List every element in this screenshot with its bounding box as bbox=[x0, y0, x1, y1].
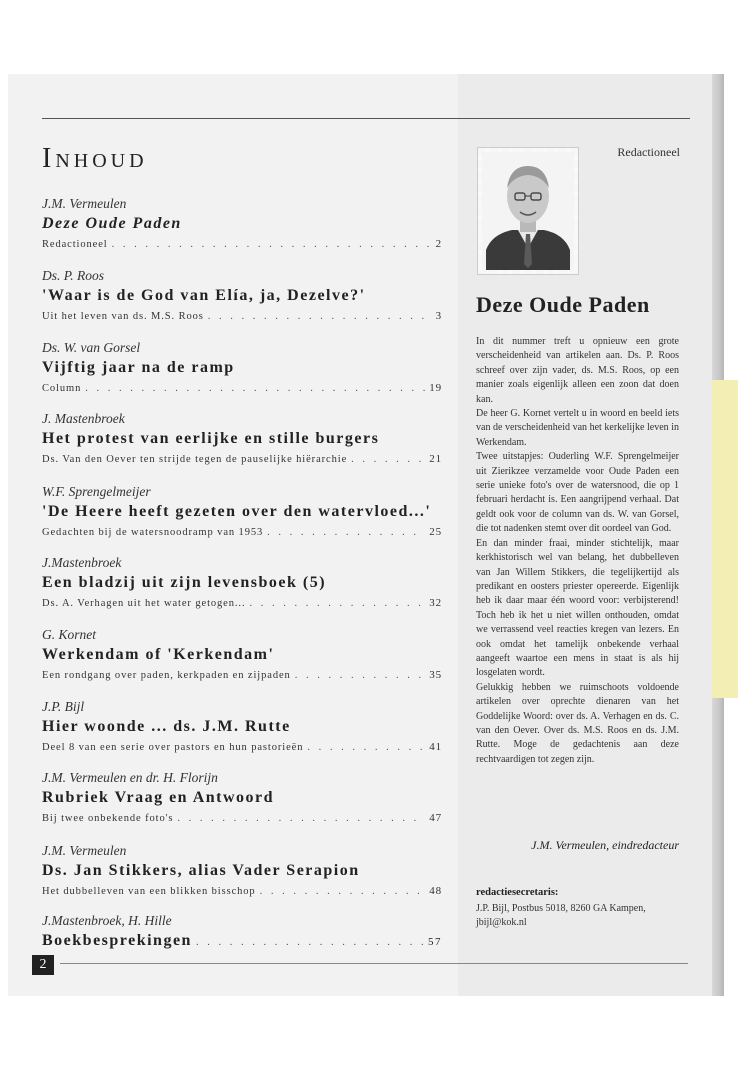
toc-entry[interactable] bbox=[42, 268, 442, 325]
dot-leader bbox=[249, 596, 425, 612]
toc-title: Deze Oude Paden bbox=[42, 215, 182, 232]
toc-subline bbox=[42, 451, 442, 468]
toc-entry[interactable] bbox=[42, 913, 442, 953]
toc-subline bbox=[42, 595, 442, 612]
portrait-image bbox=[482, 152, 574, 270]
dot-leader bbox=[307, 740, 425, 756]
toc-subtitle: Bij twee onbekende foto's bbox=[42, 813, 174, 824]
toc-subline bbox=[42, 667, 442, 684]
toc-page-number: 35 bbox=[429, 669, 442, 681]
toc-page-number: 3 bbox=[435, 310, 442, 322]
section-label: Redactioneel bbox=[617, 145, 680, 159]
toc-title: Een bladzij uit zijn levensboek (5) bbox=[42, 574, 327, 591]
toc-entry[interactable] bbox=[42, 196, 442, 253]
editorial-paragraph: De heer G. Kornet vertelt u in woord en beeld iets van de verscheidenheid van het kerkelijke leven in Werkendam. bbox=[476, 408, 679, 448]
toc-page-number: 41 bbox=[429, 741, 442, 753]
toc-page-number: 19 bbox=[429, 382, 442, 394]
toc-author: J.M. Vermeulen en dr. H. Florijn bbox=[42, 770, 218, 785]
toc-subtitle: Ds. A. Verhagen uit het water getogen... bbox=[42, 598, 246, 609]
editor-signature: J.M. Vermeulen, eindredacteur bbox=[531, 838, 679, 852]
toc-title: Boekbesprekingen bbox=[42, 932, 192, 949]
toc-subline bbox=[42, 810, 442, 827]
toc-subtitle: Uit het leven van ds. M.S. Roos bbox=[42, 311, 204, 322]
toc-title: 'De Heere heeft gezeten over den watervloed...' bbox=[42, 503, 432, 520]
dot-leader bbox=[260, 884, 426, 900]
toc-author: J. Mastenbroek bbox=[42, 411, 125, 426]
dot-leader bbox=[85, 381, 425, 397]
dot-leader bbox=[177, 811, 425, 827]
toc-entry[interactable] bbox=[42, 627, 442, 684]
editorial-paragraph: En dan minder fraai, minder stichtelijk, maar kerkhistorisch wel van belang, het dubbelleven van Jan Willem Stikkers, die tegelijkertijd als predikant en oosters priester opereerde. Eigenlijk heb ik daar maar één woord voor: verbijsterend! Toch heb ik het u niet willen onthouden, omdat we verrassend veel reacties kregen van lezers. En ook omdat het tamelijk onbekende verhaal aangeeft waartoe een mens in staat is als hij losgelaten wordt. bbox=[476, 537, 679, 679]
toc-subtitle: Deel 8 van een serie over pastors en hun pastorieën bbox=[42, 742, 304, 753]
toc-subtitle: Redactioneel bbox=[42, 239, 108, 250]
toc-entry[interactable] bbox=[42, 843, 442, 900]
toc-page-number: 32 bbox=[429, 597, 442, 609]
toc-author: J.Mastenbroek, H. Hille bbox=[42, 913, 172, 928]
toc-subline bbox=[42, 524, 442, 541]
toc-subtitle: Een rondgang over paden, kerkpaden en zijpaden bbox=[42, 670, 291, 681]
toc-author: Ds. P. Roos bbox=[42, 268, 105, 283]
toc-subline bbox=[42, 883, 442, 900]
dot-leader bbox=[112, 237, 432, 253]
toc-title: Ds. Jan Stikkers, alias Vader Serapion bbox=[42, 862, 360, 879]
toc-subline bbox=[42, 739, 442, 756]
editorial-title: Deze Oude Paden bbox=[476, 292, 650, 317]
toc-subtitle: Het dubbelleven van een blikken bisschop bbox=[42, 886, 256, 897]
toc-author: J.Mastenbroek bbox=[42, 555, 122, 570]
page-number: 2 bbox=[32, 955, 54, 975]
toc-heading: Inhoud bbox=[42, 143, 148, 174]
top-divider bbox=[42, 118, 690, 119]
dot-leader bbox=[351, 452, 425, 468]
editorial-paragraph: Twee uitstapjes: Ouderling W.F. Sprengelmeijer uit Zierikzee verzamelde voor Oude Paden een serie unieke foto's over de watersnood, die op 1 februari herdacht is. Een aangrijpend verhaal. Dat geldt ook voor de column van ds. W. van Gorsel, die tot nadenken stemt over dit oordeel van God. bbox=[476, 451, 679, 535]
toc-entry[interactable] bbox=[42, 555, 442, 612]
toc-page-number: 21 bbox=[429, 453, 442, 465]
toc-author: J.M. Vermeulen bbox=[42, 843, 127, 858]
toc-subtitle: Ds. Van den Oever ten strijde tegen de pauselijke hiërarchie bbox=[42, 454, 348, 465]
toc-author: J.M. Vermeulen bbox=[42, 196, 127, 211]
toc-page-number: 2 bbox=[435, 238, 442, 250]
toc-title: Vijftig jaar na de ramp bbox=[42, 359, 235, 376]
dot-leader bbox=[267, 525, 425, 541]
toc-subtitle: Gedachten bij de watersnoodramp van 1953 bbox=[42, 527, 264, 538]
dot-leader bbox=[295, 668, 425, 684]
tab-marker bbox=[712, 380, 738, 698]
toc-title: Rubriek Vraag en Antwoord bbox=[42, 789, 275, 806]
editor-portrait bbox=[478, 148, 578, 274]
toc-page-number: 57 bbox=[428, 936, 442, 948]
toc-title: Werkendam of 'Kerkendam' bbox=[42, 646, 275, 663]
toc-subline bbox=[42, 308, 442, 325]
toc-entry[interactable] bbox=[42, 484, 442, 541]
toc-title: 'Waar is de God van Elía, ja, Dezelve?' bbox=[42, 287, 366, 304]
secretary-address: J.P. Bijl, Postbus 5018, 8260 GA Kampen, jbijl@kok.nl bbox=[476, 903, 646, 928]
toc-page-number: 48 bbox=[429, 885, 442, 897]
toc-title: Het protest van eerlijke en stille burgers bbox=[42, 430, 380, 447]
editorial-paragraph: Gelukkig hebben we ruimschoots voldoende artikelen over oprechte dienaren van het Goddelijke Woord: over ds. A. Verhagen en ds. C. van den Oever. Over ds. M.S. Roos en ds. J.M. Rutte. Moge de gedachtenis aan deze rechtvaardigen tot zegen zijn. bbox=[476, 681, 679, 765]
toc-subline bbox=[42, 236, 442, 253]
toc-page-number: 47 bbox=[429, 812, 442, 824]
toc-entry[interactable] bbox=[42, 340, 442, 397]
toc-entry[interactable] bbox=[42, 699, 442, 756]
toc-author: W.F. Sprengelmeijer bbox=[42, 484, 151, 499]
toc-subline bbox=[42, 931, 442, 953]
toc-title: Hier woonde ... ds. J.M. Rutte bbox=[42, 718, 291, 735]
toc-subline bbox=[42, 380, 442, 397]
editorial-body bbox=[476, 335, 679, 767]
toc-author: J.P. Bijl bbox=[42, 699, 85, 714]
dot-leader bbox=[196, 933, 424, 953]
editorial-paragraph: In dit nummer treft u opnieuw een grote verscheidenheid van artikelen aan. Ds. P. Roos schreef over zijn vader, ds. M.S. Roos, op een manier zoals eigenlijk alleen een zoon dat doen kan. bbox=[476, 336, 679, 405]
toc-author: G. Kornet bbox=[42, 627, 96, 642]
toc-page-number: 25 bbox=[429, 526, 442, 538]
toc-entry[interactable] bbox=[42, 411, 442, 468]
bottom-divider bbox=[60, 963, 688, 964]
secretary-label: redactiesecretaris: bbox=[476, 887, 559, 898]
dot-leader bbox=[208, 309, 432, 325]
toc-entry[interactable] bbox=[42, 770, 442, 827]
toc-author: Ds. W. van Gorsel bbox=[42, 340, 141, 355]
toc-subtitle: Column bbox=[42, 383, 82, 394]
